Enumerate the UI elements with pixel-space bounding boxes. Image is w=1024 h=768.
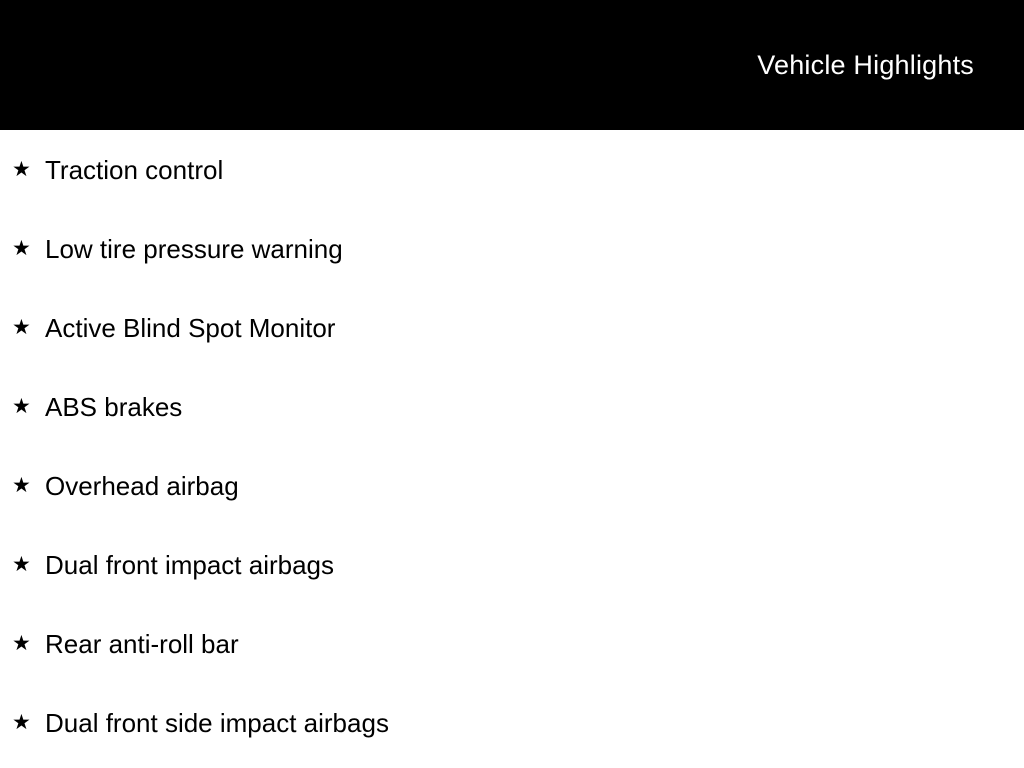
list-item-label: Overhead airbag <box>45 470 239 501</box>
star-icon: ★ <box>12 158 31 181</box>
list-item-label: Dual front side impact airbags <box>45 707 389 738</box>
list-item <box>0 446 1024 525</box>
list-item-label: ABS brakes <box>45 391 183 422</box>
list-item-label: Traction control <box>45 154 224 185</box>
star-icon: ★ <box>12 316 31 339</box>
list-item-label: Rear anti-roll bar <box>45 628 239 659</box>
list-item <box>0 525 1024 604</box>
star-icon: ★ <box>12 553 31 576</box>
list-item <box>0 209 1024 288</box>
star-icon: ★ <box>12 711 31 734</box>
list-item-label: Low tire pressure warning <box>45 233 343 264</box>
list-item <box>0 288 1024 367</box>
star-icon: ★ <box>12 474 31 497</box>
list-item <box>0 367 1024 446</box>
list-item <box>0 683 1024 762</box>
page-title: Vehicle Highlights <box>757 50 974 80</box>
star-icon: ★ <box>12 632 31 655</box>
vehicle-highlights-list <box>0 130 1024 762</box>
star-icon: ★ <box>12 395 31 418</box>
list-item <box>0 604 1024 683</box>
list-item-label: Active Blind Spot Monitor <box>45 312 336 343</box>
list-item <box>0 130 1024 209</box>
list-item-label: Dual front impact airbags <box>45 549 335 580</box>
star-icon: ★ <box>12 237 31 260</box>
header-bar <box>0 0 1024 130</box>
